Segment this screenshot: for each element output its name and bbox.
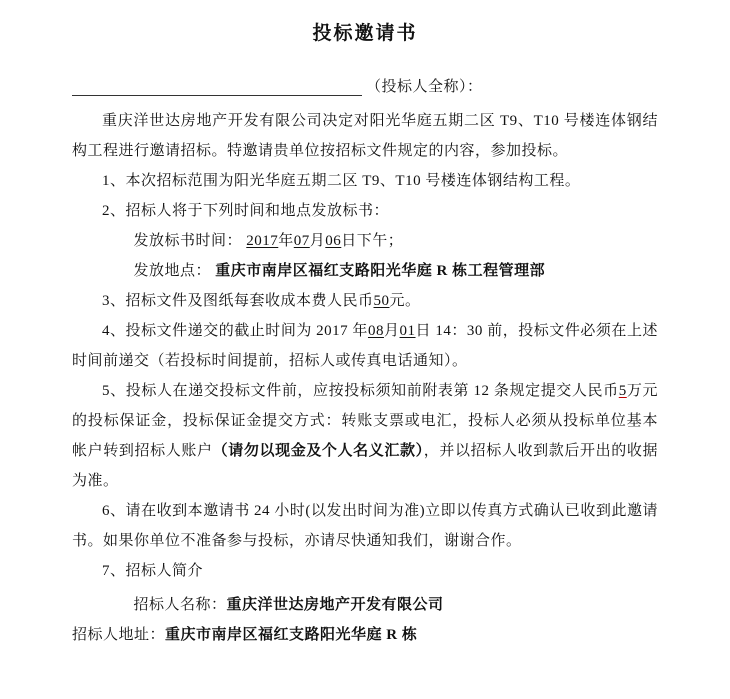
- item-4-month: 08: [367, 323, 384, 339]
- item-3: [72, 286, 658, 316]
- bidder-address-row: [72, 620, 658, 650]
- addressee-blank-field[interactable]: [72, 77, 362, 96]
- addressee-label: （投标人全称）：: [366, 79, 483, 95]
- item-5: [72, 376, 658, 496]
- item-4-day: 01: [399, 323, 416, 339]
- item-3-text-pre: 3、招标文件及图纸每套收成本费人民币: [102, 293, 374, 309]
- item-2-time-year-unit: 年: [278, 233, 294, 249]
- item-2: 2、招标人将于下列时间和地点发放标书：: [102, 203, 390, 219]
- page-title: 投标邀请书: [312, 23, 418, 44]
- item-5-text-mid: 万元的投标保证金，投标保证金提交方式：转账支票或电汇，投标人必须从投标单位基本帐户转到招标人账户: [72, 383, 658, 459]
- item-2-time-year: 2017: [246, 233, 279, 249]
- document-body: [0, 75, 730, 650]
- item-2-time-month: 07: [293, 233, 310, 249]
- item-5-text-post: ，并以招标人收到款后开出的收据为准。: [72, 443, 658, 489]
- item-1: 1、本次招标范围为阳光华庭五期二区 T9、T10 号楼连体钢结构工程。: [102, 173, 581, 189]
- bidder-name-label: 招标人名称：: [133, 597, 227, 613]
- intro-paragraph: 重庆洋世达房地产开发有限公司决定对阳光华庭五期二区 T9、T10 号楼连体钢结构工程进行邀请招标。特邀请贵单位按招标文件规定的内容，参加投标。: [72, 113, 658, 159]
- item-4-text-post: 日 14：30 前，投标文件必须在上述时间前递交（若投标时间提前，招标人或传真电话通知）。: [72, 323, 658, 369]
- item-4-month-unit: 月: [383, 323, 400, 339]
- item-5-text-pre: 5、投标人在递交投标文件前，应按投标须知前附表第 12 条规定提交人民币: [102, 383, 619, 399]
- bidder-name-row: [72, 590, 658, 620]
- item-2-time-label: 发放标书时间：: [133, 233, 243, 249]
- item-4: [72, 316, 658, 376]
- item-2-place-label: 发放地点：: [133, 263, 212, 279]
- item-3-amount: 50: [373, 293, 390, 309]
- bidder-address-value: 重庆市南岸区福红支路阳光华庭 R 栋: [165, 627, 418, 643]
- item-2-time-day: 06: [325, 233, 342, 249]
- bidder-name-value: 重庆洋世达房地产开发有限公司: [226, 597, 444, 613]
- item-2-time-day-unit: 日下午；: [341, 233, 404, 249]
- addressee-line: [72, 75, 658, 96]
- document-page: [0, 18, 730, 699]
- item-5-bold-note: （请勿以现金及个人名义汇款）: [212, 443, 424, 459]
- item-4-text-pre: 4、投标文件递交的截止时间为 2017 年: [102, 323, 368, 339]
- item-5-amount: 5: [618, 383, 627, 399]
- item-2-place-row: [72, 256, 658, 286]
- item-2-time-month-unit: 月: [309, 233, 326, 249]
- bidder-info-block: [72, 590, 658, 650]
- bidder-address-label: 招标人地址：: [72, 627, 166, 643]
- item-2-time-row: [72, 226, 658, 256]
- item-3-text-post: 元。: [389, 293, 421, 309]
- item-7: 7、招标人简介: [102, 563, 204, 579]
- item-6: 6、请在收到本邀请书 24 小时(以发出时间为准)立即以传真方式确认已收到此邀请书。如果你单位不准备参与投标，亦请尽快通知我们，谢谢合作。: [72, 503, 658, 549]
- item-2-place-value: 重庆市南岸区福红支路阳光华庭 R 栋工程管理部: [215, 263, 546, 279]
